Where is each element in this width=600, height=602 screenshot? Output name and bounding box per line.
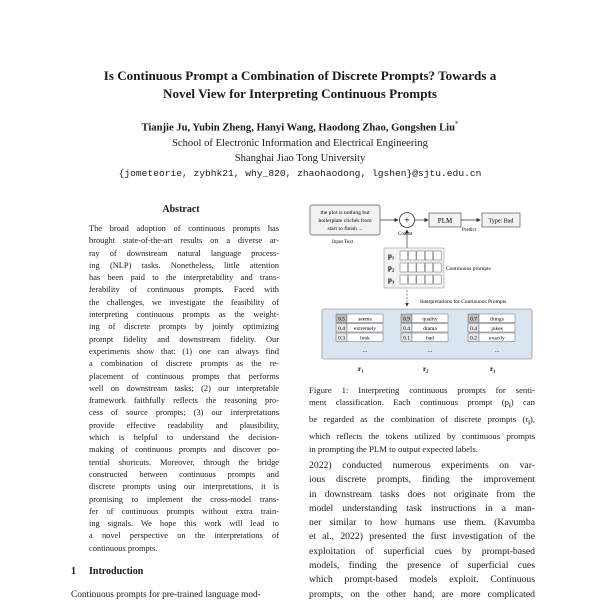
abstract-line: tential shortcuts. Moreover, through the bridge	[89, 457, 279, 467]
table-ellipsis: ...	[494, 348, 500, 354]
abstract-line: ing signals. We hope this work will lead to	[89, 519, 279, 529]
prompt-vector-cell	[417, 275, 425, 284]
abstract-line: ray of downstream natural language process-	[89, 248, 279, 258]
introduction-heading	[71, 566, 143, 577]
prompt-vector-cell	[425, 263, 433, 272]
token-value: seems	[358, 316, 372, 323]
token-value: extremely	[354, 326, 376, 332]
prompt-vector-cell	[434, 263, 442, 272]
abstract-line: well on downstream tasks; (2) our interpretable	[89, 383, 279, 393]
caption-line: Figure 1: Interpreting continuous prompts for senti-	[309, 385, 535, 395]
body-line: model understanding task instructions in a man-	[309, 502, 535, 514]
abstract-line: promising to implement the cross-model trans-	[89, 494, 279, 504]
type-label: Type: Bad	[488, 218, 514, 225]
weight-value: 0.5	[338, 316, 345, 323]
caption-line: in prompting the PLM to output expected labels.	[309, 443, 478, 454]
weight-value: 0.4	[470, 326, 477, 332]
author-emails: {jometeorie, zybhk21, why_820, zhaohaodong, lgshen}@sjtu.edu.cn	[118, 167, 482, 179]
figure-diagram	[306, 200, 542, 385]
weight-value: 0.4	[338, 326, 345, 332]
prompt-vector-cell	[408, 275, 416, 284]
title-line-2: Novel View for Interpreting Continuous Prompts	[163, 85, 437, 101]
body-line: exploitation of superficial cues by prompt-based	[309, 545, 535, 557]
predict-label: Predict	[462, 228, 477, 233]
abstract-line: placement of continuous prompts that performs	[89, 371, 279, 381]
affiliation-line-1: School of Electronic Information and Electrical Engineering	[172, 137, 428, 149]
abstract-line: a novel perspective on the interpretations of	[89, 531, 279, 541]
prompt-vector-cell	[417, 251, 425, 260]
abstract-line: provide effective readability and plausibility,	[89, 420, 279, 430]
abstract-line: ing of discrete prompts by jointly optimizing	[89, 322, 279, 332]
abstract-line: prompt fidelity and downstream fidelity. Our	[89, 334, 279, 344]
body-line: ner similar to how humans use them. (Kavumba	[309, 517, 535, 529]
body-line: et al., 2022) presented the first investigation of the	[309, 531, 535, 543]
affiliation-line-2: Shanghai Jiao Tong University	[234, 152, 366, 164]
weight-value: 0.7	[470, 316, 477, 323]
figure-caption	[309, 384, 535, 455]
introduction-body	[71, 590, 261, 600]
prompt-vector-cell	[434, 275, 442, 284]
title-line-1: Is Continuous Prompt a Combination of Discrete Prompts? Towards a	[103, 68, 497, 83]
plm-label: PLM	[437, 217, 453, 225]
token-value: look	[360, 335, 370, 342]
abstract-line: fer of continuous prompts without extra train-	[89, 506, 279, 516]
body-line: ious discrete prompts, finding the improvement	[309, 474, 535, 486]
prompt-vector-cell	[400, 263, 408, 272]
figure-1	[306, 200, 542, 385]
input-text-line: start to finish ...	[327, 226, 363, 232]
prompt-vector-cell	[417, 263, 425, 272]
token-value: things	[490, 316, 504, 323]
prompt-label-p2: $p_2$	[388, 264, 395, 273]
abstract-line: continuous prompts.	[89, 543, 158, 553]
weight-value: 0.2	[470, 335, 477, 342]
body-line: prompts, on the other hand, are more complicated	[309, 588, 535, 600]
abstract-line: cess of source prompts; (3) our interpretations	[89, 408, 279, 418]
weight-value: 0.9	[403, 316, 410, 323]
prompt-label-p1: $p_1$	[388, 252, 395, 261]
body-line: in downstream tasks does not originate from the	[309, 488, 535, 500]
body-line: models, finding the presence of superficial cues	[309, 560, 535, 572]
interpretation-label: $r_3$	[490, 365, 496, 374]
prompt-vector-cell	[425, 275, 433, 284]
author-names	[40, 117, 560, 136]
abstract-body	[89, 223, 279, 555]
abstract-line: interpreting continuous prompts as the weight-	[89, 310, 279, 320]
caption-line: which reflects the tokens utilized by continuous prompts	[309, 431, 535, 442]
body-line: which prompt-based models exploit. Continuous	[309, 574, 535, 586]
token-value: exactly	[489, 335, 505, 342]
abstract-line: framework faithfully reflects the reasoning pro-	[89, 396, 279, 406]
continuous-prompts-label: Continuous prompts	[446, 266, 491, 272]
prompt-vector-cells	[400, 251, 441, 284]
prompt-vector-cell	[434, 251, 442, 260]
prompt-label-p3: $p_3$	[388, 276, 395, 285]
abstract-line: which is helpful to understand the decision-	[89, 433, 279, 443]
abstract-heading: Abstract	[162, 204, 200, 215]
token-value: quality	[422, 316, 438, 323]
weight-value: 0.3	[338, 335, 345, 342]
abstract-line: the challenges, we investigate the feasibility of	[89, 297, 279, 307]
abstract-line: ing (NLP) tasks. Nonetheless, little attention	[89, 260, 279, 270]
caption-line: be regarded as the combination of discrete prompts $(r_i)$,	[309, 414, 535, 428]
interpretation-label: $r_1$	[358, 365, 364, 374]
token-value: jokes	[491, 326, 503, 332]
table-ellipsis: ...	[427, 348, 433, 354]
interpretation-label: $r_2$	[423, 365, 429, 374]
author-block	[40, 117, 560, 181]
body-line: 2022) conducted numerous experiments on var-	[309, 460, 535, 471]
token-value: drama	[423, 326, 437, 332]
author-list: Tianjie Ju, Yubin Zheng, Hanyi Wang, Haodong Zhao, Gongshen Liu	[141, 122, 456, 134]
table-ellipsis: ...	[362, 348, 368, 354]
abstract-line: brought state-of-the-art results on a diverse ar-	[89, 236, 279, 246]
weight-value: 0.4	[403, 326, 410, 332]
abstract-line: ferability of continuous prompts. Faced with	[89, 285, 279, 295]
prompt-vector-cell	[400, 251, 408, 260]
prompt-vector-cell	[425, 251, 433, 260]
interpretations-label: Interpretations for Continuous Prompts	[420, 299, 507, 305]
weight-value: 0.1	[403, 335, 410, 342]
paper-title	[40, 67, 560, 102]
prompt-vector-cell	[400, 275, 408, 284]
author-footnote-mark: *	[455, 120, 459, 128]
abstract-line: making of continuous prompts and discover po-	[89, 445, 279, 455]
prompt-vector-cell	[408, 251, 416, 260]
section-title: Introduction	[89, 566, 144, 577]
introduction-first-line: Continuous prompts for pre-trained language mod-	[71, 590, 261, 600]
plus-sign: +	[404, 215, 410, 227]
continuous-prompts	[384, 248, 444, 288]
abstract-line: has been paid to the interpretability and trans-	[89, 273, 279, 283]
abstract-line: The broad adoption of continuous prompts has	[89, 224, 279, 233]
section-number: 1	[71, 566, 76, 577]
abstract-line: discrete prompts using our interpretations, it is	[89, 482, 279, 492]
token-value: bad	[426, 335, 434, 342]
abstract-line: experiments show that: (1) one can always find	[89, 346, 279, 356]
abstract-line: constructed between continuous prompts and	[89, 469, 279, 479]
concat-label: Concat	[398, 232, 413, 237]
input-text-line: the plot is nothing but	[320, 210, 370, 216]
input-text-line: boilerplate clichés from	[318, 218, 372, 224]
prompt-vector-cell	[408, 263, 416, 272]
abstract-line: a combination of discrete prompts as the re-	[89, 359, 279, 369]
caption-line: ment classification. Each continuous prompt $(p_i)$ can	[309, 397, 535, 411]
right-column-body	[309, 459, 535, 602]
input-text-label: Input Text	[332, 239, 354, 245]
